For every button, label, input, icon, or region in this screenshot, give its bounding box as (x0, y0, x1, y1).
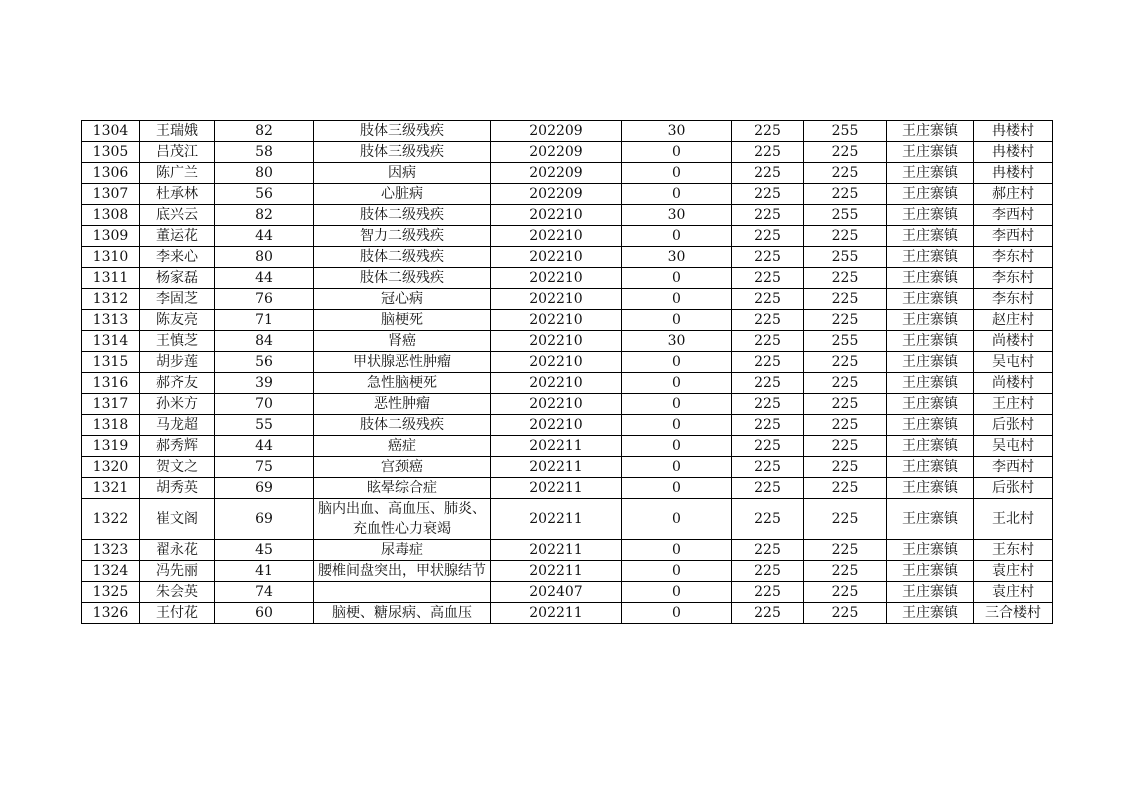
total-amount-cell: 255 (804, 247, 887, 268)
town-cell: 王庄寨镇 (887, 603, 974, 624)
total-amount-cell: 225 (804, 561, 887, 582)
start-month-cell: 202209 (491, 163, 622, 184)
illness-cell: 冠心病 (314, 289, 491, 310)
town-cell: 王庄寨镇 (887, 415, 974, 436)
base-amount-cell: 225 (732, 310, 804, 331)
start-month-cell: 202210 (491, 268, 622, 289)
record-id-cell: 1320 (82, 457, 140, 478)
village-cell: 王东村 (974, 540, 1053, 561)
record-id-cell: 1325 (82, 582, 140, 603)
age-cell: 45 (215, 540, 314, 561)
start-month-cell: 202210 (491, 331, 622, 352)
base-amount-cell: 225 (732, 499, 804, 540)
record-id-cell: 1317 (82, 394, 140, 415)
illness-cell: 尿毒症 (314, 540, 491, 561)
table-row (82, 373, 1053, 394)
total-amount-cell: 225 (804, 142, 887, 163)
extra-amount-cell: 0 (622, 478, 732, 499)
base-amount-cell: 225 (732, 268, 804, 289)
illness-cell: 恶性肿瘤 (314, 394, 491, 415)
age-cell: 55 (215, 415, 314, 436)
table-row (82, 415, 1053, 436)
start-month-cell: 202210 (491, 247, 622, 268)
village-cell: 郝庄村 (974, 184, 1053, 205)
person-name-cell: 陈友亮 (140, 310, 215, 331)
start-month-cell: 202211 (491, 478, 622, 499)
assistance-records-table (81, 120, 1053, 624)
age-cell: 69 (215, 499, 314, 540)
total-amount-cell: 225 (804, 582, 887, 603)
village-cell: 冉楼村 (974, 121, 1053, 142)
start-month-cell: 202210 (491, 415, 622, 436)
base-amount-cell: 225 (732, 184, 804, 205)
total-amount-cell: 225 (804, 310, 887, 331)
total-amount-cell: 225 (804, 394, 887, 415)
start-month-cell: 202407 (491, 582, 622, 603)
age-cell: 76 (215, 289, 314, 310)
age-cell: 75 (215, 457, 314, 478)
village-cell: 李西村 (974, 226, 1053, 247)
town-cell: 王庄寨镇 (887, 352, 974, 373)
extra-amount-cell: 0 (622, 184, 732, 205)
town-cell: 王庄寨镇 (887, 373, 974, 394)
base-amount-cell: 225 (732, 394, 804, 415)
town-cell: 王庄寨镇 (887, 289, 974, 310)
record-id-cell: 1306 (82, 163, 140, 184)
extra-amount-cell: 0 (622, 142, 732, 163)
start-month-cell: 202211 (491, 540, 622, 561)
extra-amount-cell: 0 (622, 373, 732, 394)
village-cell: 尚楼村 (974, 373, 1053, 394)
record-id-cell: 1309 (82, 226, 140, 247)
record-id-cell: 1319 (82, 436, 140, 457)
base-amount-cell: 225 (732, 352, 804, 373)
record-id-cell: 1304 (82, 121, 140, 142)
age-cell: 60 (215, 603, 314, 624)
town-cell: 王庄寨镇 (887, 205, 974, 226)
extra-amount-cell: 0 (622, 499, 732, 540)
total-amount-cell: 225 (804, 352, 887, 373)
table-row (82, 499, 1053, 540)
table-row (82, 121, 1053, 142)
town-cell: 王庄寨镇 (887, 268, 974, 289)
illness-cell: 肢体三级残疾 (314, 121, 491, 142)
illness-cell: 脑内出血、高血压、肺炎、充血性心力衰竭 (314, 499, 491, 540)
illness-cell: 肢体三级残疾 (314, 142, 491, 163)
table-row (82, 436, 1053, 457)
total-amount-cell: 225 (804, 226, 887, 247)
record-id-cell: 1322 (82, 499, 140, 540)
illness-cell: 宫颈癌 (314, 457, 491, 478)
extra-amount-cell: 0 (622, 268, 732, 289)
person-name-cell: 崔文阁 (140, 499, 215, 540)
total-amount-cell: 225 (804, 373, 887, 394)
age-cell: 44 (215, 268, 314, 289)
record-id-cell: 1308 (82, 205, 140, 226)
person-name-cell: 翟永花 (140, 540, 215, 561)
person-name-cell: 贺文之 (140, 457, 215, 478)
total-amount-cell: 225 (804, 184, 887, 205)
base-amount-cell: 225 (732, 247, 804, 268)
town-cell: 王庄寨镇 (887, 540, 974, 561)
table-body (82, 121, 1053, 624)
person-name-cell: 冯先丽 (140, 561, 215, 582)
record-id-cell: 1305 (82, 142, 140, 163)
start-month-cell: 202209 (491, 142, 622, 163)
village-cell: 冉楼村 (974, 142, 1053, 163)
start-month-cell: 202210 (491, 310, 622, 331)
start-month-cell: 202209 (491, 121, 622, 142)
table-row (82, 478, 1053, 499)
town-cell: 王庄寨镇 (887, 394, 974, 415)
age-cell: 69 (215, 478, 314, 499)
village-cell: 王北村 (974, 499, 1053, 540)
table-row (82, 561, 1053, 582)
record-id-cell: 1316 (82, 373, 140, 394)
base-amount-cell: 225 (732, 457, 804, 478)
base-amount-cell: 225 (732, 205, 804, 226)
table-row (82, 184, 1053, 205)
start-month-cell: 202211 (491, 603, 622, 624)
age-cell: 84 (215, 331, 314, 352)
table-row (82, 457, 1053, 478)
record-id-cell: 1321 (82, 478, 140, 499)
town-cell: 王庄寨镇 (887, 184, 974, 205)
town-cell: 王庄寨镇 (887, 478, 974, 499)
age-cell: 82 (215, 121, 314, 142)
total-amount-cell: 225 (804, 163, 887, 184)
village-cell: 冉楼村 (974, 163, 1053, 184)
total-amount-cell: 225 (804, 603, 887, 624)
extra-amount-cell: 0 (622, 561, 732, 582)
town-cell: 王庄寨镇 (887, 142, 974, 163)
village-cell: 李西村 (974, 205, 1053, 226)
table-row (82, 394, 1053, 415)
start-month-cell: 202210 (491, 226, 622, 247)
age-cell: 80 (215, 163, 314, 184)
record-id-cell: 1312 (82, 289, 140, 310)
extra-amount-cell: 0 (622, 436, 732, 457)
extra-amount-cell: 0 (622, 457, 732, 478)
base-amount-cell: 225 (732, 436, 804, 457)
village-cell: 赵庄村 (974, 310, 1053, 331)
table-row (82, 163, 1053, 184)
village-cell: 吴屯村 (974, 436, 1053, 457)
village-cell: 李东村 (974, 289, 1053, 310)
table-row (82, 540, 1053, 561)
extra-amount-cell: 0 (622, 226, 732, 247)
table-row (82, 582, 1053, 603)
extra-amount-cell: 30 (622, 247, 732, 268)
start-month-cell: 202211 (491, 499, 622, 540)
base-amount-cell: 225 (732, 603, 804, 624)
extra-amount-cell: 0 (622, 289, 732, 310)
record-id-cell: 1310 (82, 247, 140, 268)
illness-cell (314, 582, 491, 603)
age-cell: 82 (215, 205, 314, 226)
village-cell: 王庄村 (974, 394, 1053, 415)
person-name-cell: 董运花 (140, 226, 215, 247)
start-month-cell: 202210 (491, 373, 622, 394)
age-cell: 56 (215, 352, 314, 373)
total-amount-cell: 225 (804, 268, 887, 289)
town-cell: 王庄寨镇 (887, 247, 974, 268)
age-cell: 71 (215, 310, 314, 331)
age-cell: 39 (215, 373, 314, 394)
start-month-cell: 202211 (491, 561, 622, 582)
illness-cell: 因病 (314, 163, 491, 184)
town-cell: 王庄寨镇 (887, 226, 974, 247)
town-cell: 王庄寨镇 (887, 121, 974, 142)
extra-amount-cell: 0 (622, 540, 732, 561)
town-cell: 王庄寨镇 (887, 457, 974, 478)
start-month-cell: 202209 (491, 184, 622, 205)
age-cell: 74 (215, 582, 314, 603)
base-amount-cell: 225 (732, 373, 804, 394)
extra-amount-cell: 30 (622, 121, 732, 142)
base-amount-cell: 225 (732, 142, 804, 163)
village-cell: 三合楼村 (974, 603, 1053, 624)
table-row (82, 289, 1053, 310)
table-row (82, 331, 1053, 352)
person-name-cell: 孙米方 (140, 394, 215, 415)
age-cell: 56 (215, 184, 314, 205)
person-name-cell: 杜承林 (140, 184, 215, 205)
start-month-cell: 202211 (491, 457, 622, 478)
table-row (82, 247, 1053, 268)
age-cell: 58 (215, 142, 314, 163)
extra-amount-cell: 0 (622, 415, 732, 436)
record-id-cell: 1307 (82, 184, 140, 205)
village-cell: 李东村 (974, 247, 1053, 268)
age-cell: 44 (215, 226, 314, 247)
extra-amount-cell: 0 (622, 394, 732, 415)
base-amount-cell: 225 (732, 540, 804, 561)
person-name-cell: 李来心 (140, 247, 215, 268)
table-row (82, 603, 1053, 624)
total-amount-cell: 225 (804, 499, 887, 540)
age-cell: 41 (215, 561, 314, 582)
total-amount-cell: 225 (804, 540, 887, 561)
base-amount-cell: 225 (732, 331, 804, 352)
record-id-cell: 1315 (82, 352, 140, 373)
illness-cell: 急性脑梗死 (314, 373, 491, 394)
person-name-cell: 陈广兰 (140, 163, 215, 184)
extra-amount-cell: 0 (622, 352, 732, 373)
illness-cell: 甲状腺恶性肿瘤 (314, 352, 491, 373)
start-month-cell: 202210 (491, 352, 622, 373)
person-name-cell: 王慎芝 (140, 331, 215, 352)
table-row (82, 352, 1053, 373)
start-month-cell: 202211 (491, 436, 622, 457)
person-name-cell: 杨家磊 (140, 268, 215, 289)
base-amount-cell: 225 (732, 582, 804, 603)
town-cell: 王庄寨镇 (887, 310, 974, 331)
base-amount-cell: 225 (732, 561, 804, 582)
base-amount-cell: 225 (732, 121, 804, 142)
illness-cell: 脑梗、糖尿病、高血压 (314, 603, 491, 624)
person-name-cell: 底兴云 (140, 205, 215, 226)
total-amount-cell: 255 (804, 121, 887, 142)
village-cell: 李西村 (974, 457, 1053, 478)
person-name-cell: 胡秀英 (140, 478, 215, 499)
village-cell: 袁庄村 (974, 582, 1053, 603)
village-cell: 吴屯村 (974, 352, 1053, 373)
person-name-cell: 郝秀辉 (140, 436, 215, 457)
record-id-cell: 1324 (82, 561, 140, 582)
person-name-cell: 胡步莲 (140, 352, 215, 373)
town-cell: 王庄寨镇 (887, 582, 974, 603)
record-id-cell: 1326 (82, 603, 140, 624)
illness-cell: 脑梗死 (314, 310, 491, 331)
village-cell: 后张村 (974, 415, 1053, 436)
illness-cell: 智力二级残疾 (314, 226, 491, 247)
illness-cell: 肢体二级残疾 (314, 247, 491, 268)
total-amount-cell: 225 (804, 289, 887, 310)
town-cell: 王庄寨镇 (887, 331, 974, 352)
record-id-cell: 1313 (82, 310, 140, 331)
illness-cell: 心脏病 (314, 184, 491, 205)
age-cell: 44 (215, 436, 314, 457)
illness-cell: 癌症 (314, 436, 491, 457)
person-name-cell: 王付花 (140, 603, 215, 624)
person-name-cell: 朱会英 (140, 582, 215, 603)
table-row (82, 205, 1053, 226)
person-name-cell: 李固芝 (140, 289, 215, 310)
total-amount-cell: 225 (804, 478, 887, 499)
total-amount-cell: 255 (804, 205, 887, 226)
record-id-cell: 1311 (82, 268, 140, 289)
total-amount-cell: 225 (804, 415, 887, 436)
illness-cell: 腰椎间盘突出，甲状腺结节 (314, 561, 491, 582)
base-amount-cell: 225 (732, 226, 804, 247)
illness-cell: 肢体二级残疾 (314, 415, 491, 436)
town-cell: 王庄寨镇 (887, 163, 974, 184)
extra-amount-cell: 0 (622, 582, 732, 603)
start-month-cell: 202210 (491, 289, 622, 310)
total-amount-cell: 225 (804, 436, 887, 457)
person-name-cell: 马龙超 (140, 415, 215, 436)
start-month-cell: 202210 (491, 205, 622, 226)
extra-amount-cell: 0 (622, 603, 732, 624)
age-cell: 80 (215, 247, 314, 268)
age-cell: 70 (215, 394, 314, 415)
table-row (82, 310, 1053, 331)
illness-cell: 肾癌 (314, 331, 491, 352)
illness-cell: 肢体二级残疾 (314, 205, 491, 226)
base-amount-cell: 225 (732, 289, 804, 310)
village-cell: 袁庄村 (974, 561, 1053, 582)
person-name-cell: 王瑞娥 (140, 121, 215, 142)
base-amount-cell: 225 (732, 478, 804, 499)
extra-amount-cell: 0 (622, 163, 732, 184)
table-row (82, 142, 1053, 163)
table-row (82, 268, 1053, 289)
town-cell: 王庄寨镇 (887, 499, 974, 540)
village-cell: 李东村 (974, 268, 1053, 289)
person-name-cell: 吕茂江 (140, 142, 215, 163)
town-cell: 王庄寨镇 (887, 561, 974, 582)
base-amount-cell: 225 (732, 163, 804, 184)
total-amount-cell: 255 (804, 331, 887, 352)
extra-amount-cell: 0 (622, 310, 732, 331)
village-cell: 后张村 (974, 478, 1053, 499)
village-cell: 尚楼村 (974, 331, 1053, 352)
start-month-cell: 202210 (491, 394, 622, 415)
extra-amount-cell: 30 (622, 205, 732, 226)
record-id-cell: 1323 (82, 540, 140, 561)
illness-cell: 肢体二级残疾 (314, 268, 491, 289)
total-amount-cell: 225 (804, 457, 887, 478)
extra-amount-cell: 30 (622, 331, 732, 352)
town-cell: 王庄寨镇 (887, 436, 974, 457)
record-id-cell: 1318 (82, 415, 140, 436)
base-amount-cell: 225 (732, 415, 804, 436)
record-id-cell: 1314 (82, 331, 140, 352)
illness-cell: 眩晕综合症 (314, 478, 491, 499)
table-row (82, 226, 1053, 247)
person-name-cell: 郝齐友 (140, 373, 215, 394)
